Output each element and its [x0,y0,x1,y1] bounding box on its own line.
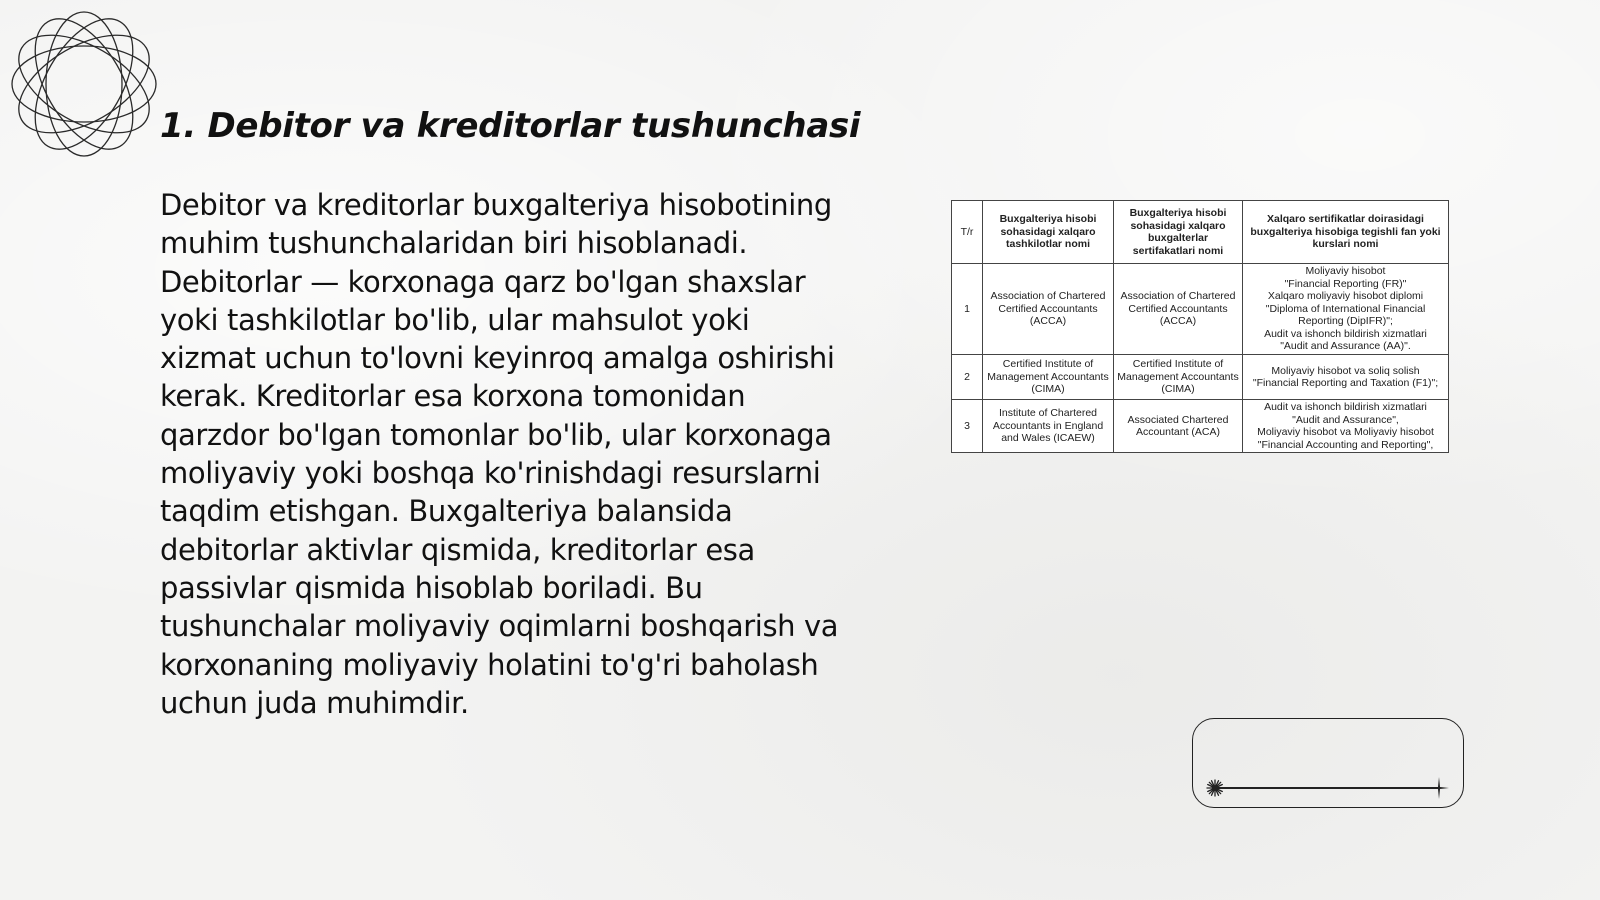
table-header-row [952,201,1449,264]
table-cell: Association of Chartered Certified Accountants (ACCA) [1114,264,1243,355]
table-cell: Moliyaviy hisobot va soliq solish "Financial Reporting and Taxation (F1)"; [1243,355,1449,400]
table-cell: 3 [952,400,983,453]
decorative-line [1212,787,1438,789]
table-cell: 2 [952,355,983,400]
table-header-cell: Buxgalteriya hisobi sohasidagi xalqaro buxgalterlar sertifakatlari nomi [1114,201,1243,264]
table-row [952,264,1449,355]
table-cell: Moliyaviy hisobot "Financial Reporting (FR)" Xalqaro moliyaviy hisobot diplomi "Diploma of International Financial Reporting (DipIFR)"; Audit va ishonch bildirish xizmatlari "Audit and Assurance (AA)". [1243,264,1449,355]
slide-body-text: Debitor va kreditorlar buxgalteriya hisobotining muhim tushunchalaridan biri hisoblanadi. Debitorlar — korxonaga qarz bo'lgan shaxslar yoki tashkilotlar bo'lib, ular mahsulot yoki xizmat uchun to'lovni keyinroq amalga oshirishi kerak. Kreditorlar esa korxona tomonidan qarzdor bo'lgan tomonlar bo'lib, ular korxonaga moliyaviy yoki boshqa ko'rinishdagi resurslarni taqdim etishgan. Buxgalteriya balansida debitorlar aktivlar qismida, kreditorlar esa passivlar qismida hisoblab boriladi. Bu tushunchalar moliyaviy oqimlarni boshqarish va korxonaning moliyaviy holatini to'g'ri baholash uchun juda muhimdir. [160,188,839,720]
table-header-cell: Buxgalteriya hisobi sohasidagi xalqaro tashkilotlar nomi [983,201,1114,264]
table-header-cell: Xalqaro sertifikatlar doirasidagi buxgalteriya hisobiga tegishli fan yoki kurslari nomi [1243,201,1449,264]
starburst-icon [1206,779,1224,797]
sparkle-icon [1428,776,1450,800]
table-header-cell: T/r [952,201,983,264]
table-cell: 1 [952,264,983,355]
table-cell: Certified Institute of Management Accountants (CIMA) [1114,355,1243,400]
decorative-frame [1192,718,1464,808]
certifications-table [951,200,1449,453]
table-cell: Association of Chartered Certified Accountants (ACCA) [983,264,1114,355]
certifications-table-image [951,200,1448,453]
table-cell: Institute of Chartered Accountants in England and Wales (ICAEW) [983,400,1114,453]
table-cell: Audit va ishonch bildirish xizmatlari "Audit and Assurance", Moliyaviy hisobot va Moliyaviy hisobot "Financial Accounting and Reporting", [1243,400,1449,453]
table-row [952,400,1449,453]
table-cell: Associated Chartered Accountant (ACA) [1114,400,1243,453]
table-row [952,355,1449,400]
slide-title: 1. Debitor va kreditorlar tushunchasi [160,106,861,146]
table-cell: Certified Institute of Management Accountants (CIMA) [983,355,1114,400]
circular-ornament-icon [10,10,158,158]
